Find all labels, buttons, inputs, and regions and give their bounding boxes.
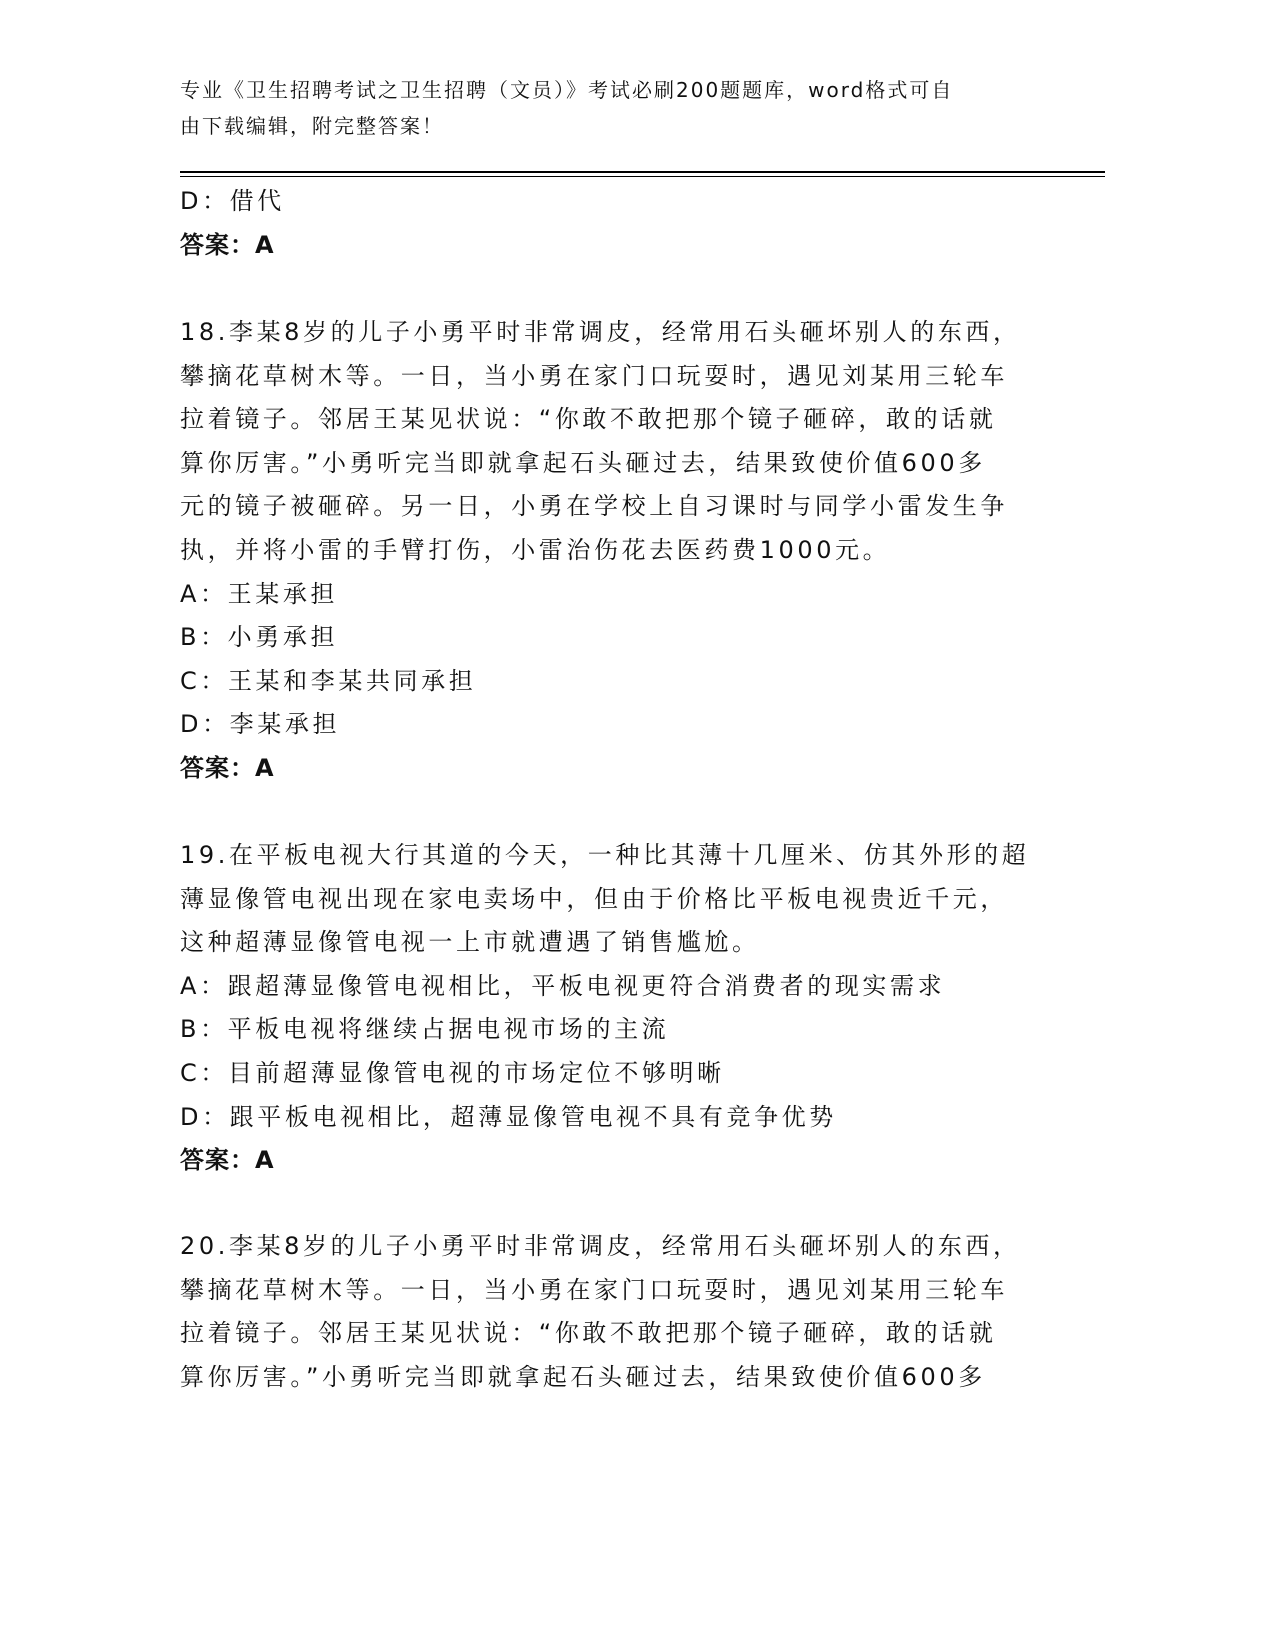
question-20 <box>180 1225 1021 1399</box>
question-line: 拉着镜子。邻居王某见状说：“你敢不敢把那个镜子砸碎，敢的话就 <box>180 405 997 434</box>
document-header <box>180 72 953 144</box>
answer: 答案：A <box>180 753 275 782</box>
option-b: B：小勇承担 <box>180 623 339 652</box>
question-line: 18.李某8岁的儿子小勇平时非常调皮，经常用石头砸坏别人的东西， <box>180 318 1021 346</box>
answer: 答案：A <box>180 1146 275 1175</box>
question-line: 元的镜子被砸碎。另一日，小勇在学校上自习课时与同学小雷发生争 <box>180 492 1008 521</box>
question-line: 这种超薄显像管电视一上市就遭遇了销售尴尬。 <box>180 928 760 957</box>
previous-question-tail <box>180 180 285 267</box>
option-c: C：目前超薄显像管电视的市场定位不够明晰 <box>180 1058 725 1087</box>
question-18 <box>180 311 1021 791</box>
question-line: 攀摘花草树木等。一日，当小勇在家门口玩耍时，遇见刘某用三轮车 <box>180 1275 1008 1304</box>
question-line: 执，并将小雷的手臂打伤，小雷治伤花去医药费1000元。 <box>180 535 891 564</box>
option-c: C：王某和李某共同承担 <box>180 666 477 695</box>
option-d: D：李某承担 <box>180 710 341 739</box>
question-19 <box>180 834 1029 1183</box>
option-d: D：跟平板电视相比，超薄显像管电视不具有竞争优势 <box>180 1102 837 1131</box>
header-line: 专业《卫生招聘考试之卫生招聘（文员）》考试必刷200题题库，word格式可自 <box>180 78 954 102</box>
option-b: B：平板电视将继续占据电视市场的主流 <box>180 1015 670 1044</box>
header-rule-thin <box>180 176 1105 177</box>
question-line: 算你厉害。”小勇听完当即就拿起石头砸过去，结果致使价值600多 <box>180 1362 986 1391</box>
question-line: 拉着镜子。邻居王某见状说：“你敢不敢把那个镜子砸碎，敢的话就 <box>180 1319 997 1348</box>
question-line: 算你厉害。”小勇听完当即就拿起石头砸过去，结果致使价值600多 <box>180 448 986 477</box>
question-line: 攀摘花草树木等。一日，当小勇在家门口玩耍时，遇见刘某用三轮车 <box>180 361 1008 390</box>
option-a: A：王某承担 <box>180 579 339 608</box>
header-line: 由下载编辑，附完整答案！ <box>180 114 444 138</box>
option-a: A：跟超薄显像管电视相比，平板电视更符合消费者的现实需求 <box>180 971 946 1000</box>
header-rule-thick <box>180 171 1105 173</box>
question-line: 20.李某8岁的儿子小勇平时非常调皮，经常用石头砸坏别人的东西， <box>180 1232 1021 1260</box>
question-line: 19.在平板电视大行其道的今天，一种比其薄十几厘米、仿其外形的超 <box>180 841 1030 869</box>
option-d: D：借代 <box>180 187 285 215</box>
question-line: 薄显像管电视出现在家电卖场中，但由于价格比平板电视贵近千元， <box>180 884 1008 913</box>
answer: 答案：A <box>180 230 275 259</box>
